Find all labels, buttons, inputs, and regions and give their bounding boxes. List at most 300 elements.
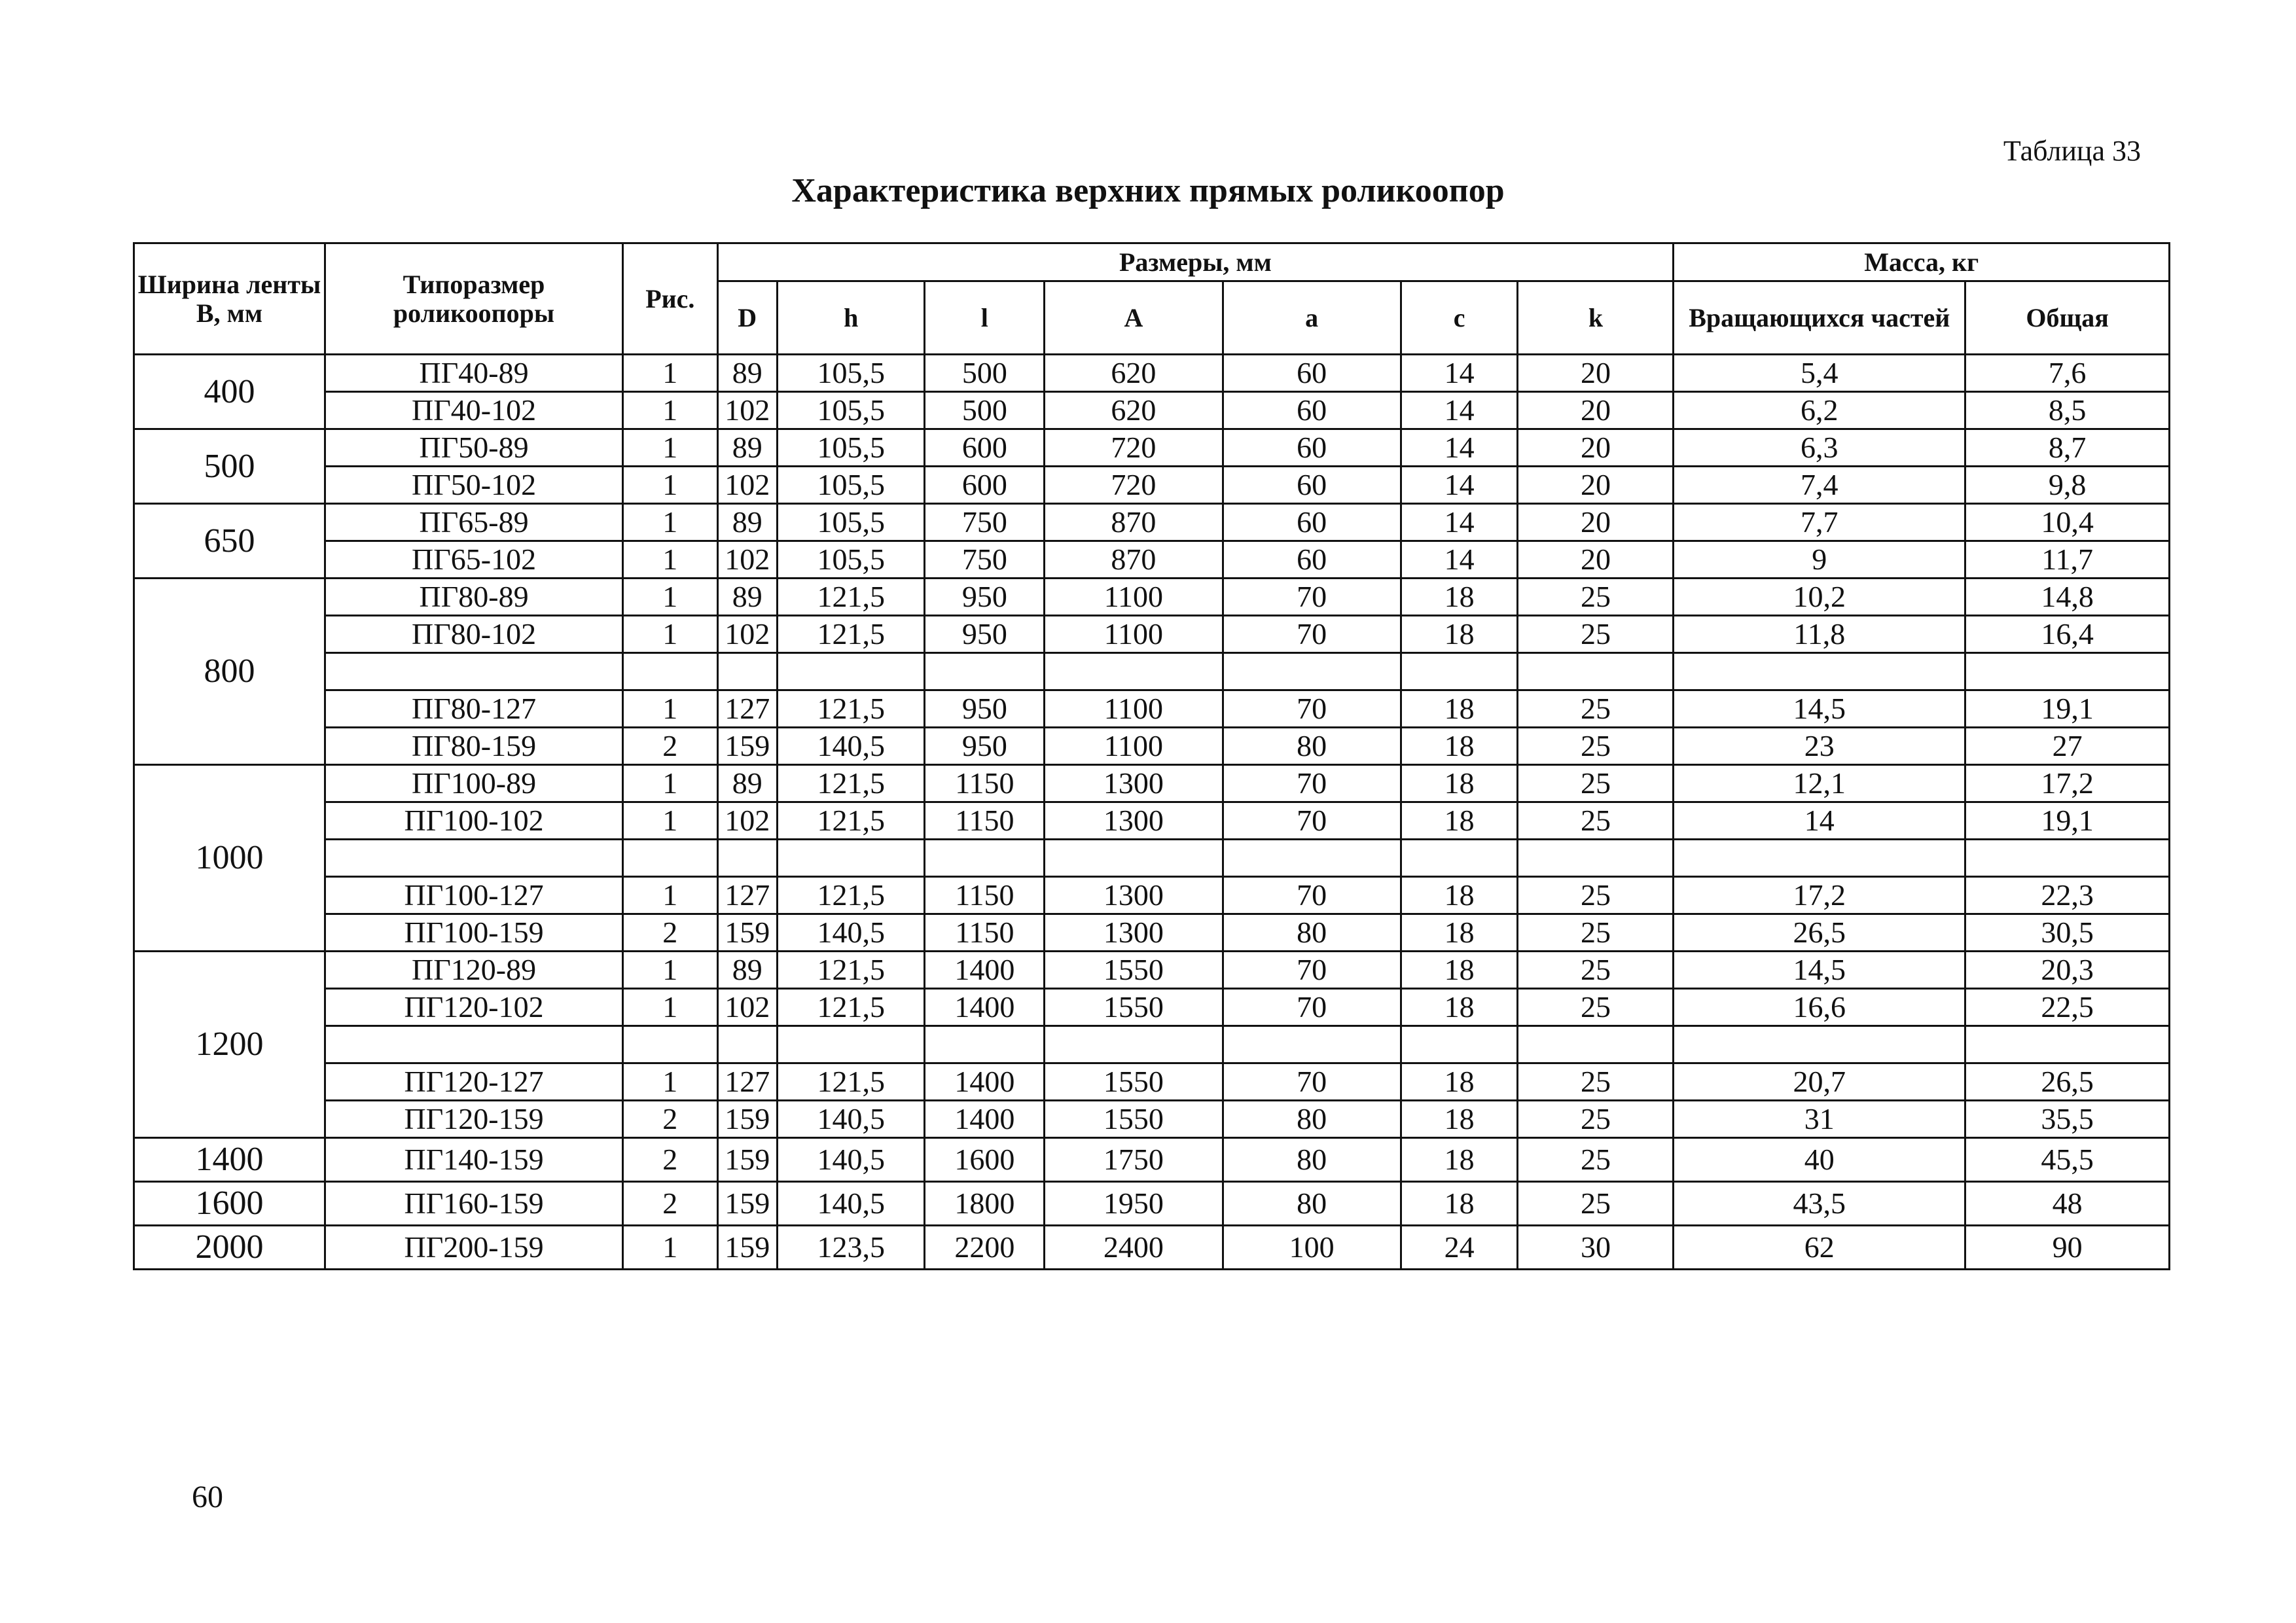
cell-h: 105,5 xyxy=(777,392,924,429)
table-row xyxy=(134,802,2170,840)
cell-a: 70 xyxy=(1223,690,1401,728)
cell-A: 1300 xyxy=(1045,877,1223,914)
cell-a: 80 xyxy=(1223,1101,1401,1138)
cell-k xyxy=(1518,1026,1674,1063)
table-row xyxy=(134,952,2170,989)
cell-h: 121,5 xyxy=(777,952,924,989)
cell-h: 121,5 xyxy=(777,616,924,653)
cell-A: 1550 xyxy=(1045,952,1223,989)
table-row xyxy=(134,429,2170,467)
cell-fig xyxy=(623,1026,717,1063)
cell-l: 1400 xyxy=(925,989,1045,1026)
cell-total xyxy=(1965,653,2170,690)
header-k: k xyxy=(1518,281,1674,355)
cell-h: 105,5 xyxy=(777,504,924,541)
cell-k: 25 xyxy=(1518,765,1674,802)
table-row xyxy=(134,392,2170,429)
cell-h: 140,5 xyxy=(777,728,924,765)
cell-h: 123,5 xyxy=(777,1226,924,1270)
cell-a: 70 xyxy=(1223,1063,1401,1101)
cell-belt-width: 1400 xyxy=(134,1138,325,1182)
cell-c: 18 xyxy=(1401,616,1518,653)
cell-A: 1100 xyxy=(1045,616,1223,653)
cell-D: 159 xyxy=(717,1101,777,1138)
header-A: A xyxy=(1045,281,1223,355)
cell-l: 1600 xyxy=(925,1138,1045,1182)
cell-a: 60 xyxy=(1223,541,1401,579)
cell-A: 1300 xyxy=(1045,802,1223,840)
cell-a: 80 xyxy=(1223,1138,1401,1182)
cell-fig: 1 xyxy=(623,1063,717,1101)
cell-D xyxy=(717,653,777,690)
cell-l: 2200 xyxy=(925,1226,1045,1270)
cell-D: 159 xyxy=(717,1138,777,1182)
cell-A: 1100 xyxy=(1045,690,1223,728)
header-a: a xyxy=(1223,281,1401,355)
cell-total: 9,8 xyxy=(1965,467,2170,504)
cell-rot: 7,7 xyxy=(1674,504,1965,541)
cell-total: 11,7 xyxy=(1965,541,2170,579)
cell-c xyxy=(1401,1026,1518,1063)
page-number: 60 xyxy=(192,1480,223,1514)
cell-belt-width: 400 xyxy=(134,355,325,429)
cell-c: 14 xyxy=(1401,467,1518,504)
cell-belt-width: 650 xyxy=(134,504,325,579)
cell-a: 70 xyxy=(1223,765,1401,802)
cell-l: 950 xyxy=(925,728,1045,765)
cell-h xyxy=(777,1026,924,1063)
table-row xyxy=(134,728,2170,765)
cell-fig: 1 xyxy=(623,504,717,541)
cell-c: 18 xyxy=(1401,802,1518,840)
cell-l: 950 xyxy=(925,690,1045,728)
header-h: h xyxy=(777,281,924,355)
cell-A: 870 xyxy=(1045,541,1223,579)
cell-D: 127 xyxy=(717,1063,777,1101)
cell-a: 70 xyxy=(1223,989,1401,1026)
header-belt-width: Ширина ленты В, мм xyxy=(134,243,325,355)
cell-belt-width: 1600 xyxy=(134,1182,325,1226)
cell-c: 18 xyxy=(1401,914,1518,952)
cell-c: 18 xyxy=(1401,765,1518,802)
cell-k: 25 xyxy=(1518,1063,1674,1101)
cell-fig: 2 xyxy=(623,1182,717,1226)
cell-fig: 2 xyxy=(623,1138,717,1182)
table-row xyxy=(134,653,2170,690)
cell-type: ПГ80-102 xyxy=(325,616,622,653)
cell-h: 140,5 xyxy=(777,1182,924,1226)
cell-k: 25 xyxy=(1518,1101,1674,1138)
cell-l: 600 xyxy=(925,467,1045,504)
cell-belt-width: 1200 xyxy=(134,952,325,1138)
cell-k: 20 xyxy=(1518,504,1674,541)
cell-c: 18 xyxy=(1401,1101,1518,1138)
cell-h xyxy=(777,840,924,877)
cell-A: 1550 xyxy=(1045,1101,1223,1138)
cell-h: 140,5 xyxy=(777,1138,924,1182)
cell-rot xyxy=(1674,653,1965,690)
cell-c: 24 xyxy=(1401,1226,1518,1270)
cell-type: ПГ100-159 xyxy=(325,914,622,952)
cell-rot: 23 xyxy=(1674,728,1965,765)
cell-k: 25 xyxy=(1518,952,1674,989)
cell-type: ПГ100-102 xyxy=(325,802,622,840)
cell-A: 720 xyxy=(1045,429,1223,467)
cell-total: 19,1 xyxy=(1965,690,2170,728)
cell-total: 8,7 xyxy=(1965,429,2170,467)
cell-type: ПГ120-102 xyxy=(325,989,622,1026)
cell-D: 89 xyxy=(717,765,777,802)
cell-rot: 26,5 xyxy=(1674,914,1965,952)
cell-type: ПГ100-89 xyxy=(325,765,622,802)
cell-fig: 2 xyxy=(623,1101,717,1138)
cell-A: 870 xyxy=(1045,504,1223,541)
cell-D xyxy=(717,1026,777,1063)
cell-fig: 1 xyxy=(623,429,717,467)
cell-rot: 7,4 xyxy=(1674,467,1965,504)
cell-l: 1150 xyxy=(925,802,1045,840)
cell-l: 500 xyxy=(925,392,1045,429)
cell-A: 1100 xyxy=(1045,728,1223,765)
cell-total: 7,6 xyxy=(1965,355,2170,392)
cell-k xyxy=(1518,840,1674,877)
cell-k: 25 xyxy=(1518,728,1674,765)
cell-h xyxy=(777,653,924,690)
cell-type: ПГ120-159 xyxy=(325,1101,622,1138)
cell-l: 1800 xyxy=(925,1182,1045,1226)
cell-belt-width: 2000 xyxy=(134,1226,325,1270)
table-row xyxy=(134,690,2170,728)
cell-type: ПГ50-89 xyxy=(325,429,622,467)
cell-c: 14 xyxy=(1401,429,1518,467)
cell-rot: 10,2 xyxy=(1674,579,1965,616)
cell-rot: 16,6 xyxy=(1674,989,1965,1026)
cell-A: 1550 xyxy=(1045,1063,1223,1101)
cell-D: 89 xyxy=(717,429,777,467)
cell-a: 80 xyxy=(1223,728,1401,765)
table-row xyxy=(134,1182,2170,1226)
cell-D xyxy=(717,840,777,877)
cell-type xyxy=(325,653,622,690)
cell-k: 25 xyxy=(1518,802,1674,840)
table-body xyxy=(134,355,2170,1270)
cell-A: 1300 xyxy=(1045,914,1223,952)
header-l: l xyxy=(925,281,1045,355)
cell-A: 720 xyxy=(1045,467,1223,504)
cell-k: 25 xyxy=(1518,989,1674,1026)
cell-a: 70 xyxy=(1223,802,1401,840)
cell-type: ПГ40-102 xyxy=(325,392,622,429)
cell-total: 20,3 xyxy=(1965,952,2170,989)
cell-a: 60 xyxy=(1223,429,1401,467)
cell-l xyxy=(925,653,1045,690)
cell-a: 60 xyxy=(1223,355,1401,392)
header-figure: Рис. xyxy=(623,243,717,355)
cell-rot: 12,1 xyxy=(1674,765,1965,802)
table-row xyxy=(134,840,2170,877)
cell-c: 18 xyxy=(1401,1138,1518,1182)
cell-type xyxy=(325,840,622,877)
cell-a xyxy=(1223,840,1401,877)
cell-k: 25 xyxy=(1518,616,1674,653)
cell-A: 2400 xyxy=(1045,1226,1223,1270)
cell-rot: 14 xyxy=(1674,802,1965,840)
cell-k: 20 xyxy=(1518,392,1674,429)
cell-l: 600 xyxy=(925,429,1045,467)
cell-a xyxy=(1223,653,1401,690)
cell-rot: 9 xyxy=(1674,541,1965,579)
cell-belt-width: 500 xyxy=(134,429,325,504)
cell-rot: 62 xyxy=(1674,1226,1965,1270)
cell-total: 17,2 xyxy=(1965,765,2170,802)
cell-rot: 31 xyxy=(1674,1101,1965,1138)
header-c: c xyxy=(1401,281,1518,355)
header-row-1 xyxy=(134,243,2170,281)
cell-total: 19,1 xyxy=(1965,802,2170,840)
header-rotating-parts: Вращающихся частей xyxy=(1674,281,1965,355)
cell-D: 159 xyxy=(717,728,777,765)
cell-h: 121,5 xyxy=(777,765,924,802)
cell-A: 1300 xyxy=(1045,765,1223,802)
cell-c: 18 xyxy=(1401,690,1518,728)
cell-A: 1100 xyxy=(1045,579,1223,616)
cell-fig: 1 xyxy=(623,1226,717,1270)
cell-type: ПГ100-127 xyxy=(325,877,622,914)
cell-fig: 2 xyxy=(623,914,717,952)
cell-l: 1150 xyxy=(925,877,1045,914)
cell-k: 20 xyxy=(1518,541,1674,579)
cell-l: 950 xyxy=(925,616,1045,653)
cell-h: 121,5 xyxy=(777,579,924,616)
cell-a: 70 xyxy=(1223,952,1401,989)
cell-type: ПГ65-89 xyxy=(325,504,622,541)
cell-rot: 11,8 xyxy=(1674,616,1965,653)
table-row xyxy=(134,579,2170,616)
cell-a: 70 xyxy=(1223,579,1401,616)
cell-fig: 1 xyxy=(623,467,717,504)
table-row xyxy=(134,1063,2170,1101)
cell-total xyxy=(1965,840,2170,877)
cell-A xyxy=(1045,1026,1223,1063)
cell-c: 18 xyxy=(1401,989,1518,1026)
cell-a: 60 xyxy=(1223,392,1401,429)
cell-c xyxy=(1401,653,1518,690)
cell-l: 1400 xyxy=(925,1101,1045,1138)
cell-fig: 1 xyxy=(623,690,717,728)
cell-D: 89 xyxy=(717,952,777,989)
cell-h: 105,5 xyxy=(777,355,924,392)
roller-support-table xyxy=(133,242,2170,1270)
cell-type: ПГ80-159 xyxy=(325,728,622,765)
table-row xyxy=(134,355,2170,392)
cell-c: 18 xyxy=(1401,1182,1518,1226)
cell-total: 27 xyxy=(1965,728,2170,765)
table-row xyxy=(134,914,2170,952)
cell-A: 1550 xyxy=(1045,989,1223,1026)
cell-D: 102 xyxy=(717,616,777,653)
cell-rot: 6,2 xyxy=(1674,392,1965,429)
cell-total: 26,5 xyxy=(1965,1063,2170,1101)
cell-l xyxy=(925,1026,1045,1063)
cell-l: 500 xyxy=(925,355,1045,392)
table-number-label: Таблица 33 xyxy=(2003,135,2141,167)
header-dimensions: Размеры, мм xyxy=(717,243,1674,281)
cell-A xyxy=(1045,840,1223,877)
cell-rot: 6,3 xyxy=(1674,429,1965,467)
cell-total: 22,5 xyxy=(1965,989,2170,1026)
cell-total: 8,5 xyxy=(1965,392,2170,429)
cell-type: ПГ120-127 xyxy=(325,1063,622,1101)
table-row xyxy=(134,541,2170,579)
table-row xyxy=(134,467,2170,504)
cell-rot: 43,5 xyxy=(1674,1182,1965,1226)
cell-fig: 2 xyxy=(623,728,717,765)
cell-D: 89 xyxy=(717,504,777,541)
cell-l: 750 xyxy=(925,541,1045,579)
cell-h: 121,5 xyxy=(777,1063,924,1101)
cell-type: ПГ40-89 xyxy=(325,355,622,392)
table-row xyxy=(134,1026,2170,1063)
cell-total xyxy=(1965,1026,2170,1063)
cell-k: 20 xyxy=(1518,467,1674,504)
cell-D: 159 xyxy=(717,1182,777,1226)
cell-D: 159 xyxy=(717,914,777,952)
cell-k: 25 xyxy=(1518,1138,1674,1182)
cell-a: 70 xyxy=(1223,616,1401,653)
cell-total: 30,5 xyxy=(1965,914,2170,952)
cell-a xyxy=(1223,1026,1401,1063)
cell-belt-width: 800 xyxy=(134,579,325,765)
table-row xyxy=(134,616,2170,653)
cell-type: ПГ50-102 xyxy=(325,467,622,504)
cell-D: 89 xyxy=(717,579,777,616)
cell-A: 620 xyxy=(1045,355,1223,392)
cell-fig xyxy=(623,840,717,877)
cell-fig: 1 xyxy=(623,392,717,429)
cell-k: 25 xyxy=(1518,1182,1674,1226)
cell-type: ПГ80-89 xyxy=(325,579,622,616)
cell-k xyxy=(1518,653,1674,690)
cell-h: 105,5 xyxy=(777,467,924,504)
table-row xyxy=(134,765,2170,802)
cell-total: 35,5 xyxy=(1965,1101,2170,1138)
table-row xyxy=(134,1226,2170,1270)
cell-k: 20 xyxy=(1518,429,1674,467)
header-mass: Масса, кг xyxy=(1674,243,2170,281)
cell-c: 14 xyxy=(1401,355,1518,392)
cell-rot: 5,4 xyxy=(1674,355,1965,392)
cell-fig: 1 xyxy=(623,765,717,802)
cell-fig: 1 xyxy=(623,616,717,653)
cell-fig: 1 xyxy=(623,952,717,989)
cell-fig: 1 xyxy=(623,355,717,392)
cell-a: 60 xyxy=(1223,467,1401,504)
cell-a: 80 xyxy=(1223,914,1401,952)
cell-type: ПГ120-89 xyxy=(325,952,622,989)
cell-A xyxy=(1045,653,1223,690)
table-row xyxy=(134,989,2170,1026)
cell-rot xyxy=(1674,1026,1965,1063)
cell-D: 89 xyxy=(717,355,777,392)
table-row xyxy=(134,1101,2170,1138)
cell-c: 18 xyxy=(1401,1063,1518,1101)
cell-h: 121,5 xyxy=(777,989,924,1026)
cell-fig xyxy=(623,653,717,690)
header-type-size: Типоразмер роликоопоры xyxy=(325,243,622,355)
cell-type: ПГ65-102 xyxy=(325,541,622,579)
cell-rot: 14,5 xyxy=(1674,952,1965,989)
cell-l: 1150 xyxy=(925,765,1045,802)
cell-c: 14 xyxy=(1401,541,1518,579)
cell-total: 16,4 xyxy=(1965,616,2170,653)
table-title: Характеристика верхних прямых роликоопор xyxy=(791,172,1505,209)
cell-h: 105,5 xyxy=(777,541,924,579)
cell-l: 1400 xyxy=(925,952,1045,989)
cell-A: 1950 xyxy=(1045,1182,1223,1226)
cell-c: 14 xyxy=(1401,504,1518,541)
cell-total: 22,3 xyxy=(1965,877,2170,914)
cell-rot xyxy=(1674,840,1965,877)
cell-a: 60 xyxy=(1223,504,1401,541)
cell-fig: 1 xyxy=(623,579,717,616)
header-total-mass: Общая xyxy=(1965,281,2170,355)
cell-c: 18 xyxy=(1401,952,1518,989)
cell-k: 25 xyxy=(1518,690,1674,728)
cell-belt-width: 1000 xyxy=(134,765,325,952)
cell-l: 950 xyxy=(925,579,1045,616)
cell-D: 102 xyxy=(717,541,777,579)
cell-type xyxy=(325,1026,622,1063)
cell-k: 20 xyxy=(1518,355,1674,392)
cell-l: 1150 xyxy=(925,914,1045,952)
cell-total: 48 xyxy=(1965,1182,2170,1226)
cell-D: 102 xyxy=(717,989,777,1026)
cell-fig: 1 xyxy=(623,877,717,914)
cell-h: 121,5 xyxy=(777,690,924,728)
cell-c: 14 xyxy=(1401,392,1518,429)
cell-k: 30 xyxy=(1518,1226,1674,1270)
cell-rot: 40 xyxy=(1674,1138,1965,1182)
table-row xyxy=(134,877,2170,914)
cell-h: 121,5 xyxy=(777,802,924,840)
cell-a: 100 xyxy=(1223,1226,1401,1270)
cell-l: 750 xyxy=(925,504,1045,541)
cell-h: 140,5 xyxy=(777,914,924,952)
cell-A: 1750 xyxy=(1045,1138,1223,1182)
cell-D: 159 xyxy=(717,1226,777,1270)
cell-A: 620 xyxy=(1045,392,1223,429)
cell-rot: 14,5 xyxy=(1674,690,1965,728)
cell-total: 90 xyxy=(1965,1226,2170,1270)
cell-D: 102 xyxy=(717,392,777,429)
table-row xyxy=(134,1138,2170,1182)
cell-h: 105,5 xyxy=(777,429,924,467)
cell-c xyxy=(1401,840,1518,877)
cell-type: ПГ140-159 xyxy=(325,1138,622,1182)
cell-fig: 1 xyxy=(623,541,717,579)
cell-D: 102 xyxy=(717,467,777,504)
cell-a: 70 xyxy=(1223,877,1401,914)
cell-h: 121,5 xyxy=(777,877,924,914)
cell-total: 14,8 xyxy=(1965,579,2170,616)
header-D: D xyxy=(717,281,777,355)
cell-total: 10,4 xyxy=(1965,504,2170,541)
cell-fig: 1 xyxy=(623,989,717,1026)
cell-fig: 1 xyxy=(623,802,717,840)
cell-k: 25 xyxy=(1518,579,1674,616)
cell-type: ПГ80-127 xyxy=(325,690,622,728)
cell-a: 80 xyxy=(1223,1182,1401,1226)
